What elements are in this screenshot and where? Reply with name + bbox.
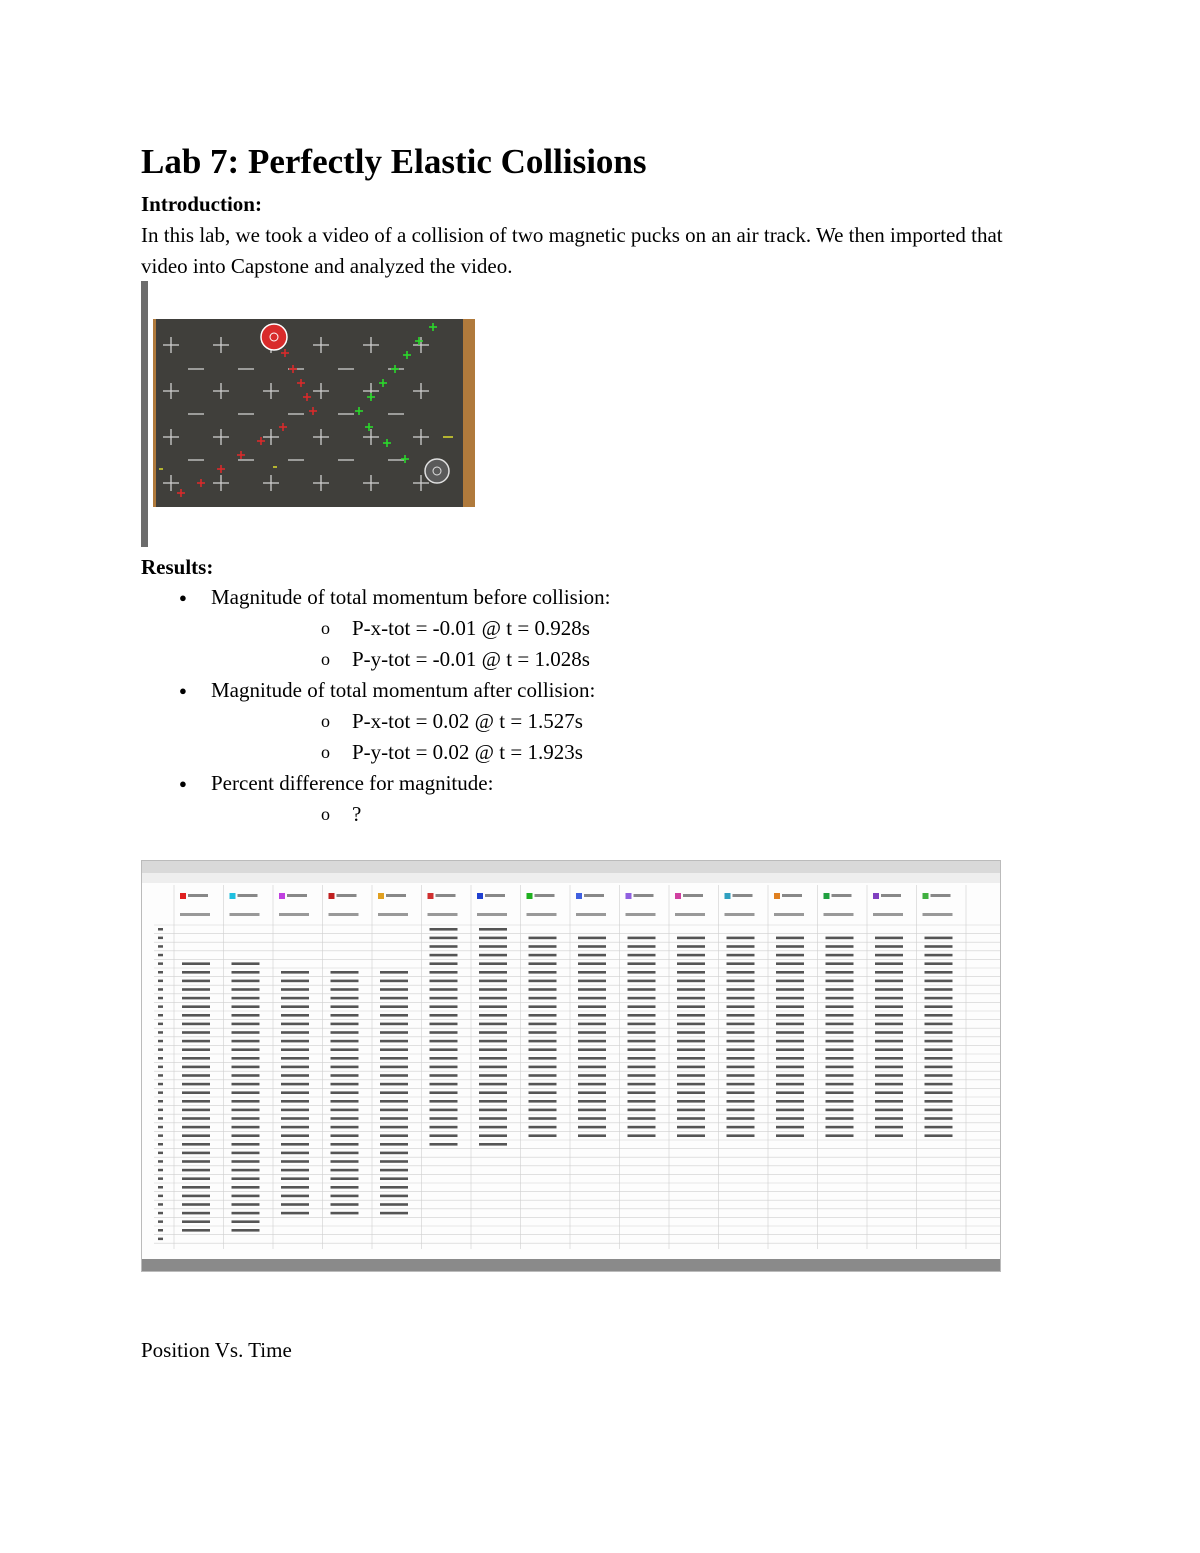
column-swatch — [329, 893, 335, 899]
results-item-after — [141, 675, 611, 768]
column-swatch — [725, 893, 731, 899]
collision-video-graphic — [153, 319, 475, 507]
introduction-text: In this lab, we took a video of a collision of two magnetic pucks on an air track. We then imported that video into Capstone and analyzed the video. — [141, 223, 1003, 278]
results-heading: Results: — [141, 555, 214, 579]
column-swatch — [230, 893, 236, 899]
column-swatch — [873, 893, 879, 899]
results-item-label: Magnitude of total momentum after collision: — [211, 678, 596, 702]
column-swatch — [378, 893, 384, 899]
column-swatch — [824, 893, 830, 899]
results-sublist — [211, 613, 611, 675]
column-swatch — [675, 893, 681, 899]
column-swatch — [428, 893, 434, 899]
screenshot-caption-bar — [142, 873, 1000, 883]
results-list — [141, 582, 611, 830]
results-sublist — [211, 706, 611, 768]
results-item-percent-difference — [141, 768, 611, 830]
results-item-label: Percent difference for magnitude: — [211, 771, 494, 795]
position-vs-time-label: Position Vs. Time — [141, 1338, 292, 1362]
results-item-label: Magnitude of total momentum before collision: — [211, 585, 611, 609]
collision-video-figure — [141, 281, 477, 547]
gray-puck-icon — [425, 459, 449, 483]
column-swatch — [477, 893, 483, 899]
collision-video-frame — [153, 319, 475, 507]
capstone-data-table-screenshot — [141, 860, 1001, 1272]
red-puck-icon — [261, 324, 287, 350]
results-item-before — [141, 582, 611, 675]
column-swatch — [576, 893, 582, 899]
results-subitem: o P-y-tot = 0.02 @ t = 1.923s — [211, 737, 611, 768]
results-subitem: o P-x-tot = 0.02 @ t = 1.527s — [211, 706, 611, 737]
column-swatch — [279, 893, 285, 899]
column-swatch — [527, 893, 533, 899]
column-swatch — [774, 893, 780, 899]
column-swatch — [626, 893, 632, 899]
introduction-heading: Introduction: — [141, 192, 262, 216]
screenshot-status-bar — [142, 1259, 1000, 1271]
screenshot-table-grid — [154, 885, 1000, 1257]
results-subitem: o P-y-tot = -0.01 @ t = 1.028s — [211, 644, 611, 675]
results-subitem: o ? — [211, 799, 611, 830]
results-sublist — [211, 799, 611, 830]
column-swatch — [923, 893, 929, 899]
document-title: Lab 7: Perfectly Elastic Collisions — [141, 142, 647, 181]
figure-left-bar — [141, 281, 148, 547]
column-swatch — [180, 893, 186, 899]
results-subitem: o P-x-tot = -0.01 @ t = 0.928s — [211, 613, 611, 644]
